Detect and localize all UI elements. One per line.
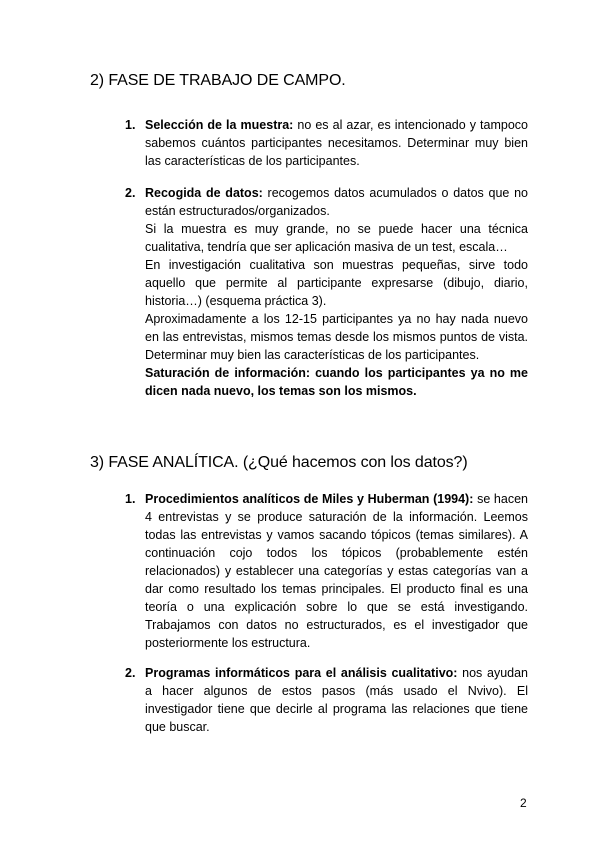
list-item-miles-huberman bbox=[125, 490, 528, 652]
paragraph-saturacion: Saturación de información: cuando los participantes ya no me dicen nada nuevo, los temas son los mismos. bbox=[145, 366, 528, 398]
paragraph-muestras-pequenas: En investigación cualitativa son muestras pequeñas, sirve todo aquello que permite al participante expresarse (dibujo, diario, historia…) (esquema práctica 3). bbox=[145, 258, 528, 308]
section-2-heading: 2) FASE DE TRABAJO DE CAMPO. bbox=[90, 72, 346, 89]
list-item-muestra bbox=[125, 116, 528, 170]
list-item-recogida bbox=[125, 184, 529, 400]
list-item-text: no es al azar, es intencionado y tampoco sabemos cuántos participantes necesitamos. Determinar muy bien las características de los participantes. bbox=[145, 118, 528, 168]
list-item-paragraph bbox=[145, 184, 528, 220]
list-item-paragraph bbox=[145, 116, 528, 170]
list-item-number: 2. bbox=[125, 186, 136, 200]
list-item-number: 2. bbox=[125, 666, 136, 680]
paragraph-muestra-grande: Si la muestra es muy grande, no se puede hacer una técnica cualitativa, tendría que ser aplicación masiva de un test, escala… bbox=[145, 222, 528, 254]
list-item-number: 1. bbox=[125, 492, 136, 506]
list-item-lead: Procedimientos analíticos de Miles y Huberman (1994): bbox=[145, 492, 474, 506]
list-item-text: se hacen 4 entrevistas y se produce saturación de la información. Leemos todas las entrevistas y vamos sacando tópicos (temas similares). A continuación cojo todos los tópicos (probablemente estén relacionados) y establecer una categorías y estas categorías van a dar como resultado los temas principales. El producto final es una teoría o una explicación sobre lo que se está investigando. Trabajamos con datos no estructurados, es el investigador que posteriormente los estructura. bbox=[145, 492, 528, 650]
list-item-programas bbox=[125, 664, 528, 736]
list-item-paragraph bbox=[145, 490, 528, 652]
list-item-lead: Recogida de datos: bbox=[145, 186, 263, 200]
list-item-lead: Programas informáticos para el análisis cualitativo: bbox=[145, 666, 458, 680]
list-item-lead: Selección de la muestra: bbox=[145, 118, 294, 132]
section-3-heading: 3) FASE ANALÍTICA. (¿Qué hacemos con los datos?) bbox=[90, 454, 468, 471]
list-item-number: 1. bbox=[125, 118, 136, 132]
list-item-text: nos ayudan a hacer algunos de estos pasos (más usado el Nvivo). El investigador tiene que decirle al programa las relaciones que tiene que buscar. bbox=[145, 666, 528, 734]
list-item-paragraph bbox=[145, 664, 528, 736]
list-item-text: recogemos datos acumulados o datos que no están estructurados/organizados. bbox=[145, 186, 529, 218]
paragraph-aproximadamente: Aproximadamente a los 12-15 participantes ya no hay nada nuevo en las entrevistas, mismos temas desde los mismos puntos de vista. Determinar muy bien las características de los participantes. bbox=[145, 312, 528, 362]
page-number: 2 bbox=[520, 796, 527, 810]
